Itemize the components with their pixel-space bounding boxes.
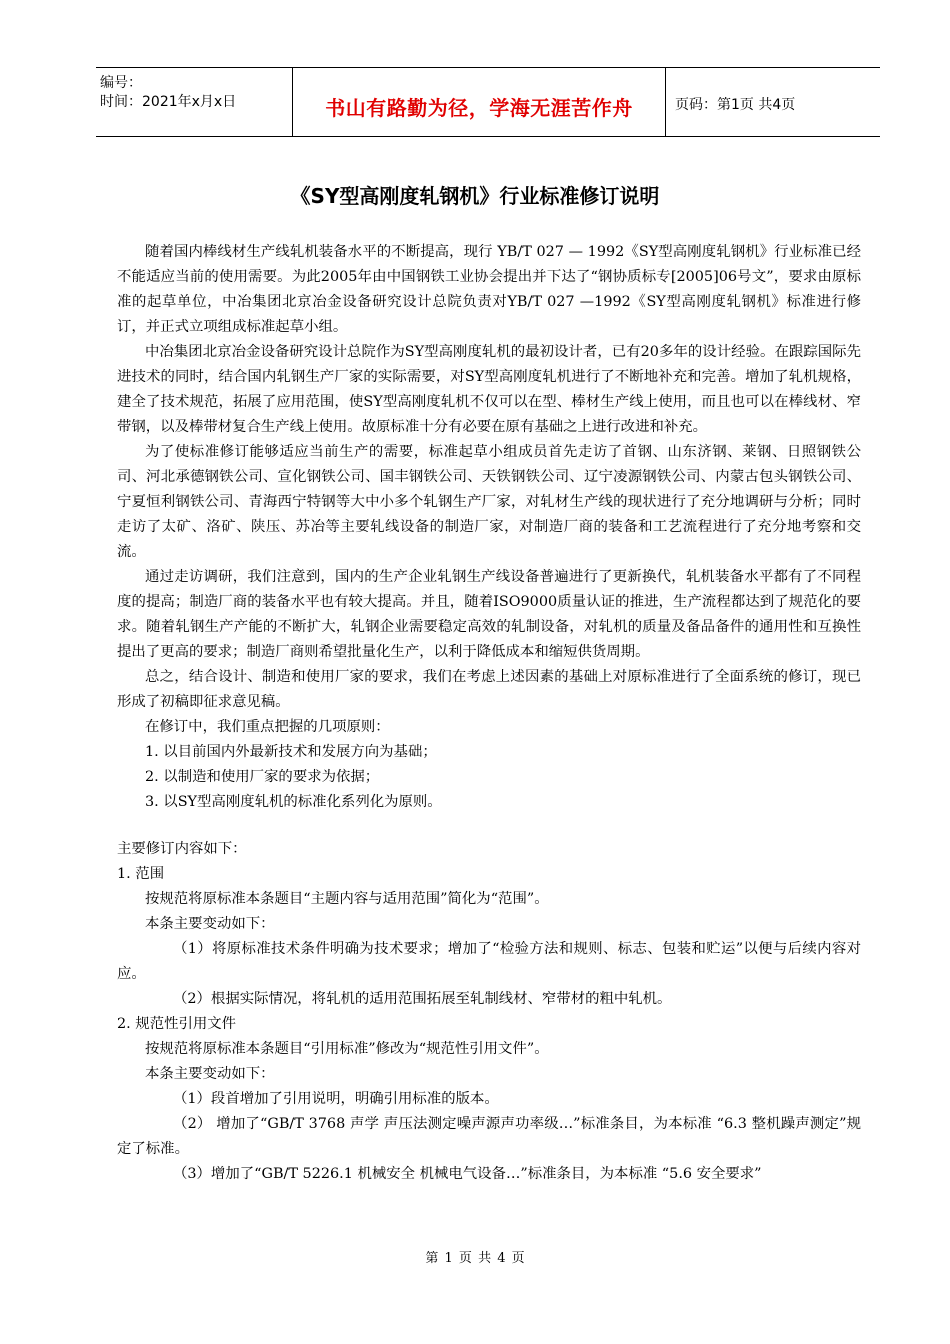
principle-item: 2. 以制造和使用厂家的要求为依据； (145, 769, 380, 785)
header-center-cell (292, 68, 666, 136)
footer-total-pages: 4 (497, 1251, 506, 1266)
page-footer (0, 1247, 950, 1266)
section-item: （2）根据实际情况，将轧机的适用范围拓展至轧制线材、窄带材的粗中轧机。 (173, 991, 672, 1007)
footer-page-number: 1 (444, 1251, 453, 1266)
section-item: （3）增加了“GB/T 5226.1 机械安全 机械电气设备…”标准条目，为本标准 “5.6 安全要求” (173, 1166, 762, 1182)
section-item: （2） 增加了“GB/T 3768 声学 声压法测定噪声源声功率级…”标准条目，为本标准 “6.3 整机躁声测定”规定了标准。 (117, 1116, 861, 1157)
paragraph: 通过走访调研，我们注意到，国内的生产企业轧钢生产线设备普遍进行了更新换代，轧机装备水平都有了不同程度的提高；制造厂商的装备水平也有较大提高。并且，随着ISO9000质量认证的推进，生产流程都达到了规范化的要求。随着轧钢生产产能的不断扩大，轧钢企业需要稳定高效的轧制设备，对轧机的质量及备品备件的通用性和互换性提出了更高的要求；制造厂商则希望批量化生产，以利于降低成本和缩短供货周期。 (117, 569, 861, 660)
footer-word: 页 (511, 1251, 525, 1266)
document-number-label: 编号： (100, 75, 142, 91)
section-text: 按规范将原标准本条题目“引用标准”修改为“规范性引用文件”。 (145, 1041, 549, 1057)
footer-word: 第 (425, 1251, 439, 1266)
paragraph: 总之，结合设计、制造和使用厂家的要求，我们在考虑上述因素的基础上对原标准进行了全面系统的修订，现已形成了初稿即征求意见稿。 (117, 669, 861, 710)
section-heading: 2. 规范性引用文件 (117, 1016, 237, 1032)
section-item: （1）将原标准技术条件明确为技术要求；增加了“检验方法和规则、标志、包装和贮运”以便与后续内容对应。 (117, 941, 861, 982)
header-left-cell (96, 68, 292, 136)
principle-item: 1. 以目前国内外最新技术和发展方向为基础； (145, 744, 437, 760)
paragraph: 为了使标准修订能够适应当前生产的需要，标准起草小组成员首先走访了首钢、山东济钢、莱钢、日照钢铁公司、河北承德钢铁公司、宣化钢铁公司、国丰钢铁公司、天铁钢铁公司、辽宁凌源钢铁公司、内蒙古包头钢铁公司、宁夏恒利钢铁公司、青海西宁特钢等大中小多个轧钢生产厂家，对轧材生产线的现状进行了充分地调研与分析；同时走访了太矿、洛矿、陕压、苏冶等主要轧线设备的制造厂家，对制造厂商的装备和工艺流程进行了充分地考察和交流。 (117, 444, 861, 560)
document-body (117, 240, 861, 1187)
page-header (96, 67, 880, 137)
spacer (117, 815, 861, 837)
document-title: 《SY型高刚度轧钢机》行业标准修订说明 (290, 184, 660, 208)
paragraph: 随着国内棒线材生产线轧机装备水平的不断提高，现行 YB/T 027 — 1992《SY型高刚度轧钢机》行业标准已经不能适应当前的使用需要。为此2005年由中国钢铁工业协会提出并下达了“钢协质标专[2005]06号文”，要求由原标准的起草单位，中冶集团北京冶金设备研究设计总院负责对YB/T 027 —1992《SY型高刚度轧钢机》标准进行修订，并正式立项组成标准起草小组。 (117, 244, 861, 335)
footer-word: 共 (478, 1251, 492, 1266)
section-text: 本条主要变动如下： (145, 916, 275, 932)
section-text: 本条主要变动如下： (145, 1066, 275, 1082)
section-text: 按规范将原标准本条题目“主题内容与适用范围”简化为“范围”。 (145, 891, 549, 907)
section-heading: 1. 范围 (117, 866, 165, 882)
main-revisions-title: 主要修订内容如下： (117, 841, 247, 857)
footer-word: 页 (458, 1251, 472, 1266)
principle-item: 3. 以SY型高刚度轧机的标准化系列化为原则。 (145, 794, 442, 810)
paragraph: 中冶集团北京冶金设备研究设计总院作为SY型高刚度轧机的最初设计者，已有20多年的设计经验。在跟踪国际先进技术的同时，结合国内轧钢生产厂家的实际需要，对SY型高刚度轧机进行了不断地补充和完善。增加了轧机规格，建全了技术规范，拓展了应用范围，使SY型高刚度轧机不仅可以在型、棒材生产线上使用，而且也可以在棒线材、窄带钢，以及棒带材复合生产线上使用。故原标准十分有必要在原有基础之上进行改进和补充。 (117, 344, 861, 435)
header-motto: 书山有路勤为径，学海无涯苦作舟 (325, 96, 633, 120)
paragraph: 在修订中，我们重点把握的几项原则： (145, 719, 390, 735)
header-page-info: 页码：第1页 共4页 (675, 97, 796, 113)
document-time: 时间：2021年x月x日 (100, 94, 237, 110)
header-right-cell (665, 68, 880, 136)
section-item: （1）段首增加了引用说明，明确引用标准的版本。 (173, 1091, 499, 1107)
